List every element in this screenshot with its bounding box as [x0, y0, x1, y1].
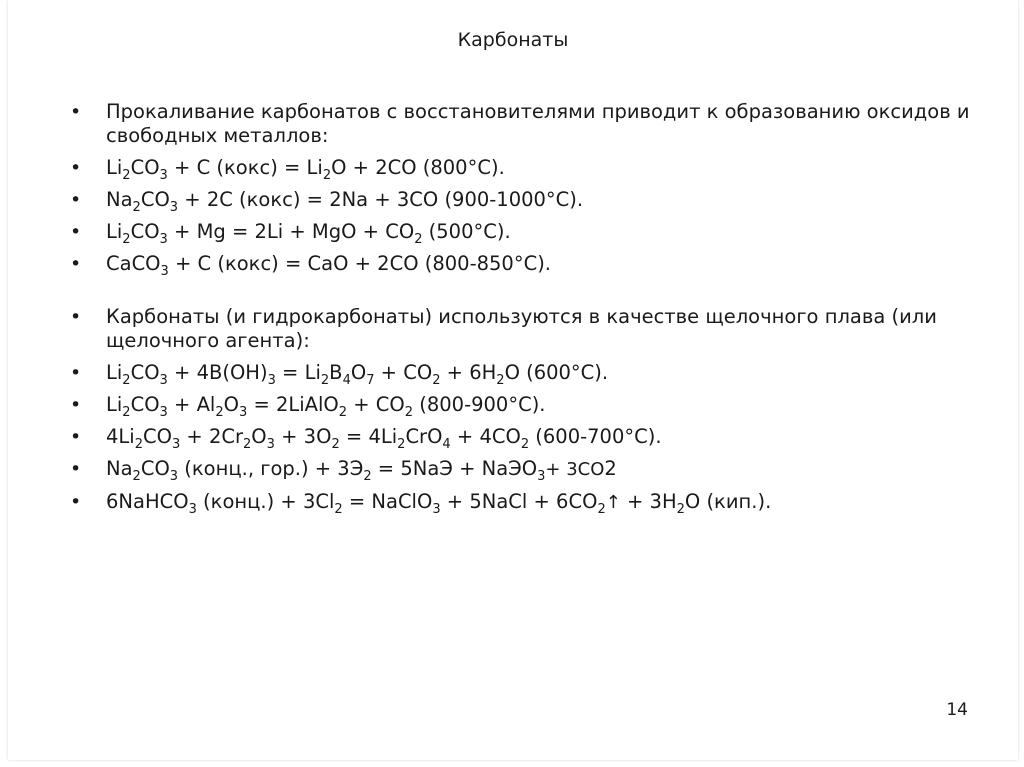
arrow-up-icon: ↑ [605, 492, 621, 513]
bullet-icon: • [70, 362, 82, 384]
equation: $Na_2CO_3$ (конц., $гор.) + 3Э_2 = 5NaЭ$ + NaЭO$_3$+ 3CO2 [106, 457, 617, 484]
equation: $Li_2CO_3 + С$ (кокс) = $Li_2O + 2CO$ (800°C). [106, 156, 505, 183]
bullet-icon: • [70, 221, 82, 243]
equation: $Li_2CO_3 + Mg = 2Li$ + MgO + $CO_2$ (500°C). [106, 220, 511, 247]
list-item [70, 393, 990, 420]
slide [8, 0, 1018, 760]
list-item [70, 457, 990, 482]
equation: CaCO$_3$ + С (кокс) = CaO + 2CO (800-850°C). [106, 252, 551, 279]
list-item [70, 100, 990, 148]
bullet-icon: • [70, 306, 82, 328]
bullet-icon: • [70, 253, 82, 275]
list-item [70, 252, 990, 279]
list-item [70, 188, 990, 215]
bullet-icon: • [70, 491, 82, 513]
equation: $Na_2CO_3 + 2С$ (кокс) = 2Na + 3CO (900-1000°C). [106, 188, 584, 215]
bullet-icon: • [70, 426, 82, 448]
arrow-up-icon: + 3CO [545, 459, 605, 480]
equation: $4Li_2CO_3 + 2Cr_2O_3 + 3O_2 = 4Li_2CrO_4 + 4CO_2$ (600-700°C). [106, 425, 662, 452]
list-item [70, 156, 990, 183]
equation: $Li_2CO_3 + Al_2O_3$ = 2LiAlO$_2$ + $CO_2$ (800-900°C). [106, 393, 546, 420]
list-item [70, 425, 990, 452]
list-item [70, 220, 990, 247]
bullet-icon: • [70, 458, 82, 480]
equation: $Li_2CO_3 + 4B(OH)_3 = Li_2B_4O_7 + CO_2 + 6H_2O$ (600°C). [106, 361, 609, 388]
bullet-icon: • [70, 157, 82, 179]
content-list [70, 100, 990, 523]
page-number: 14 [946, 700, 968, 720]
item-text: Карбонаты (и гидрокарбонаты) используются в качестве щелочного плава (или щелочного агента): [106, 305, 937, 352]
list-item [70, 361, 990, 388]
slide-title: Карбонаты [457, 29, 569, 51]
equation: 6NaHCO$_3$ (конц.) + $3Cl_2$ = NaClO$_3$ + 5NaCl + $6CO_2↑ + 3H_2O$ (кип.). [106, 490, 772, 517]
bullet-icon: • [70, 394, 82, 416]
bullet-icon: • [70, 189, 82, 211]
item-text: Прокаливание карбонатов с восстановителями приводит к образованию оксидов и свободных металлов: [106, 100, 970, 147]
bullet-icon: • [70, 101, 82, 123]
list-item [70, 490, 990, 515]
list-item [70, 305, 990, 353]
